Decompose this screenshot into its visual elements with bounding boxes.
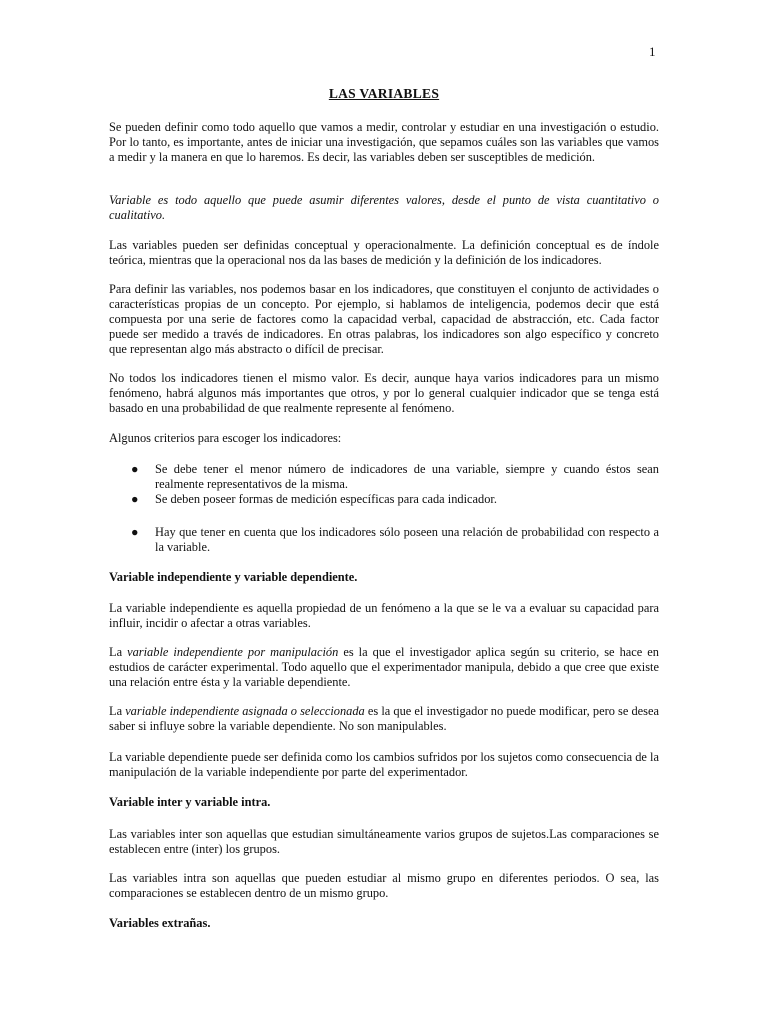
- manipulation-block: [109, 645, 659, 690]
- section-heading-block-3: [109, 916, 659, 931]
- paragraph-variable-definition: Variable es todo aquello que puede asumir diferentes valores, desde el punto de vista cuantitativo o cualitativo.: [109, 193, 659, 222]
- criteria-list: [109, 462, 659, 507]
- intra-block: [109, 871, 659, 901]
- section-heading-block-2: [109, 795, 659, 810]
- bullet-icon: ●: [131, 492, 139, 506]
- italic-term-manipulation: variable independiente por manipulación: [127, 645, 339, 659]
- section-heading-inter-intra: Variable inter y variable intra.: [109, 795, 271, 809]
- criteria-list-continued: [109, 525, 659, 555]
- italic-definition-block: [109, 193, 659, 223]
- paragraph-indicators: Para definir las variables, nos podemos basar en los indicadores, que constituyen el conjunto de actividades o características propias de un concepto. Por ejemplo, si hablamos de inteligencia, podemos decir que está compuesta por una serie de factores como la capacidad verbal, capacidad de abstracción, etc. Cada factor puede ser medido a través de indicadores. En otras palabras, los indicadores son algo específico y concreto que representan algo más abstracto o difícil de precisar.: [109, 282, 659, 356]
- section-heading-independent-dependent: Variable independiente y variable dependiente.: [109, 570, 358, 584]
- section-heading-block: [109, 570, 659, 585]
- list-item: [109, 462, 659, 492]
- bullet-icon: ●: [131, 525, 139, 539]
- paragraph-intra: Las variables intra son aquellas que pueden estudiar al mismo grupo en diferentes periodos. O sea, las comparaciones se establecen dentro de un mismo grupo.: [109, 871, 659, 900]
- intro-paragraph: [109, 120, 659, 165]
- list-item: [109, 492, 659, 507]
- paragraph-dependent: La variable dependiente puede ser definida como los cambios sufridos por los sujetos como consecuencia de la manipulación de la variable independiente por parte del experimentador.: [109, 750, 659, 779]
- bullet-icon: ●: [131, 462, 139, 476]
- criteria-list-1: [109, 462, 659, 507]
- list-item-text: Se deben poseer formas de medición específicas para cada indicador.: [155, 492, 497, 506]
- criteria-list-2: [109, 525, 659, 555]
- document-title: LAS VARIABLES: [328, 86, 440, 101]
- criteria-intro-block: [109, 431, 659, 446]
- paragraph-inter: Las variables inter son aquellas que estudian simultáneamente varios grupos de sujetos.Las comparaciones se establecen entre (inter) los grupos.: [109, 827, 659, 856]
- list-item-text: Se debe tener el menor número de indicadores de una variable, siempre y cuando éstos sean realmente representativos de la misma.: [155, 462, 659, 491]
- indicator-value-block: [109, 371, 659, 416]
- paragraph-conceptual: Las variables pueden ser definidas conceptual y operacionalmente. La definición conceptual es de índole teórica, mientras que la operacional nos da las bases de medición y la definición de los indicadores.: [109, 238, 659, 267]
- paragraph-indicator-value: No todos los indicadores tienen el mismo valor. Es decir, aunque haya varios indicadores para un mismo fenómeno, habrá algunos más importantes que otros, y por lo general cualquier indicador que se tenga está basado en una probabilidad de que realmente represente al fenómeno.: [109, 371, 659, 415]
- list-item: [109, 525, 659, 555]
- paragraph-assigned: La variable independiente asignada o seleccionada es la que el investigador no puede modificar, pero se desea saber si influye sobre la variable dependiente. No son manipulables.: [109, 704, 659, 733]
- italic-term-assigned: variable independiente asignada o seleccionada: [125, 704, 365, 718]
- list-item-text: Hay que tener en cuenta que los indicadores sólo poseen una relación de probabilidad con respecto a la variable.: [155, 525, 659, 554]
- paragraph-criteria-intro: Algunos criterios para escoger los indicadores:: [109, 431, 342, 445]
- independent-block: [109, 601, 659, 631]
- dependent-block: [109, 750, 659, 780]
- section-heading-extraneous: Variables extrañas.: [109, 916, 211, 930]
- paragraph-definition: Se pueden definir como todo aquello que vamos a medir, controlar y estudiar en una investigación o estudio. Por lo tanto, es importante, antes de iniciar una investigación, que sepamos cuáles son las variables que vamos a medir y la manera en que lo haremos. Es decir, las variables deben ser susceptibles de medición.: [109, 120, 659, 164]
- indicators-block: [109, 282, 659, 357]
- page-number: 1: [649, 44, 656, 59]
- paragraph-independent: La variable independiente es aquella propiedad de un fenómeno a la que se le va a evaluar su capacidad para influir, incidir o afectar a otras variables.: [109, 601, 659, 630]
- assigned-block: [109, 704, 659, 734]
- conceptual-block: [109, 238, 659, 268]
- inter-block: [109, 827, 659, 857]
- paragraph-manipulation: La variable independiente por manipulación es la que el investigador aplica según su criterio, se hace en estudios de carácter experimental. Todo aquello que el experimentador manipula, debido a que cree que existe una relación entre ésta y la variable dependiente.: [109, 645, 659, 689]
